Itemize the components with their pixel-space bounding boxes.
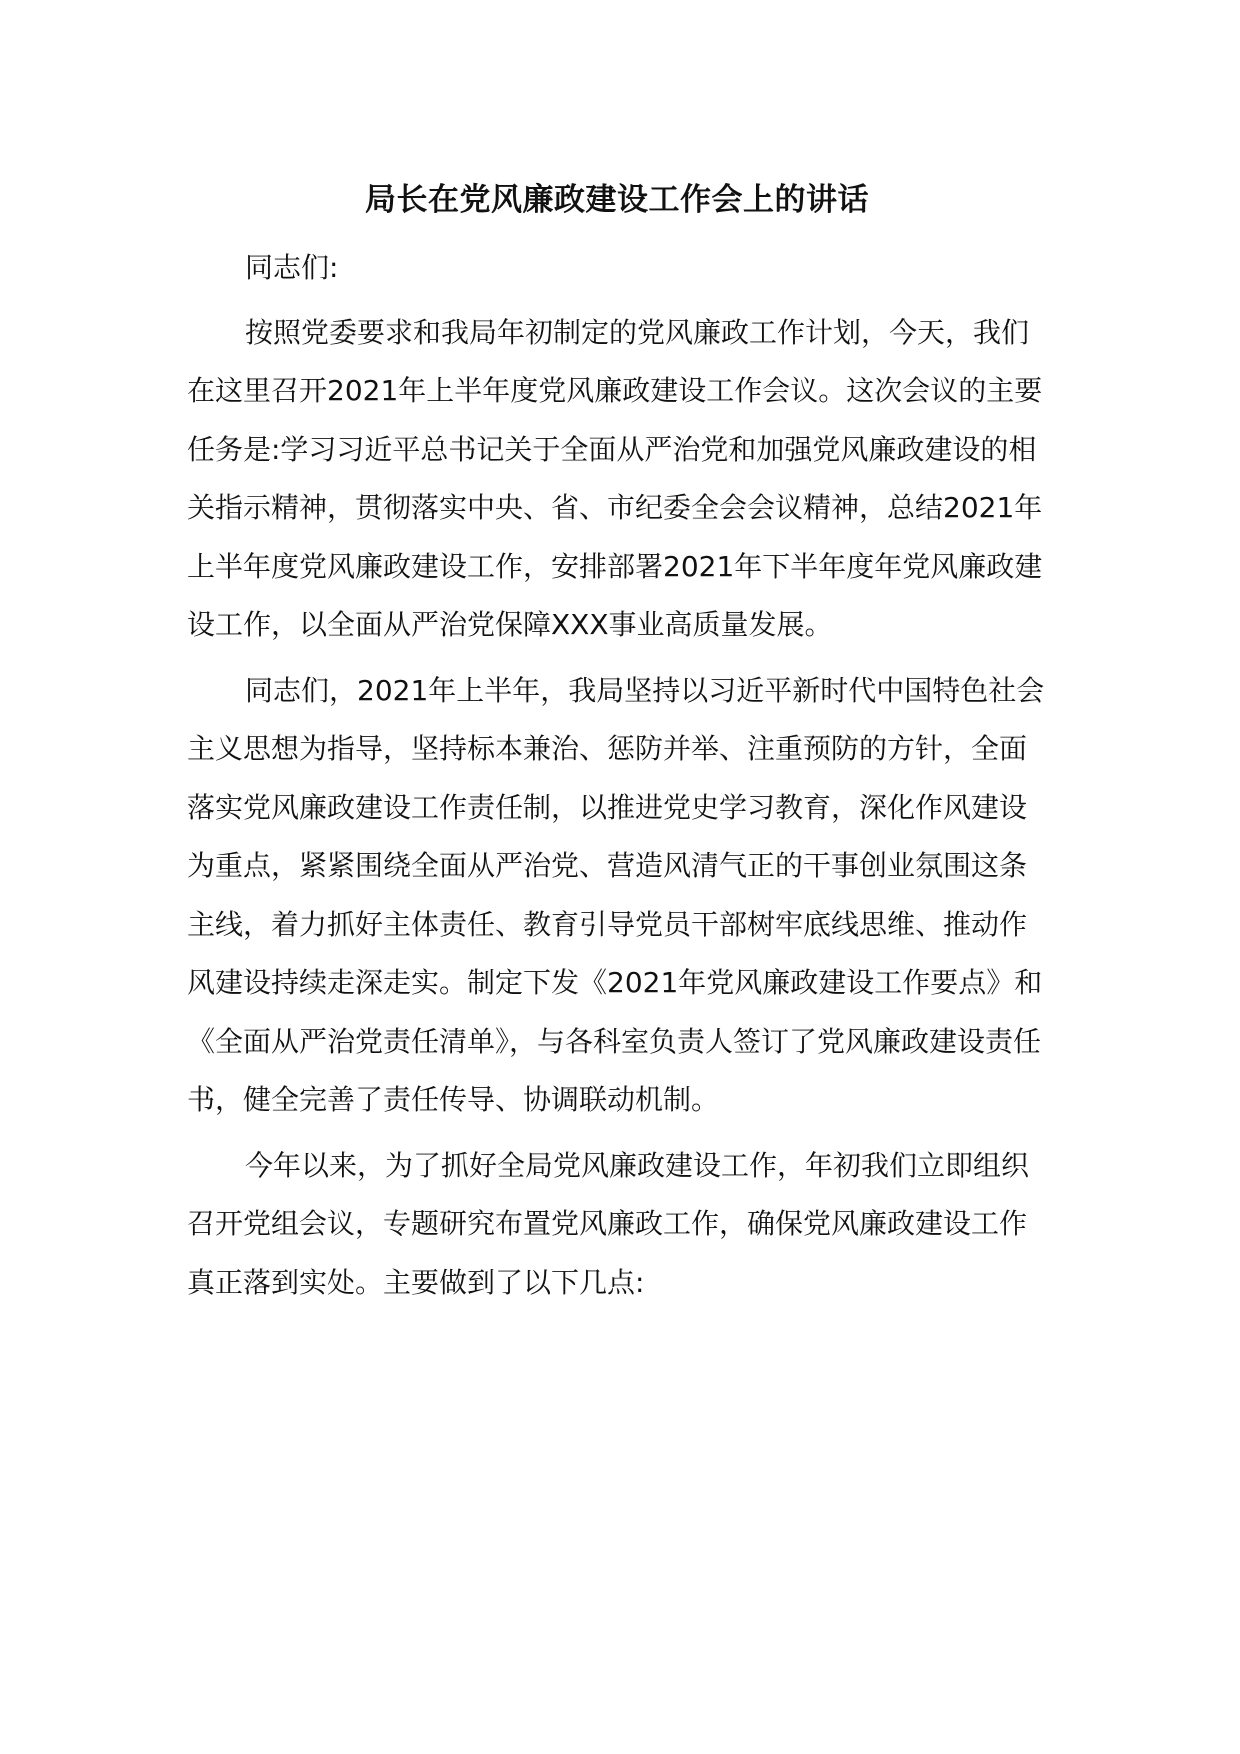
- paragraph-opening: 按照党委要求和我局年初制定的党风廉政工作计划，今天，我们在这里召开2021年上半年度党风廉政建设工作会议。这次会议的主要任务是:学习习近平总书记关于全面从严治党和加强党风廉政建设的相关指示精神，贯彻落实中央、省、市纪委全会会议精神，总结2021年上半年度党风廉政建设工作，安排部署2021年下半年度年党风廉政建设工作，以全面从严治党保障XXX事业高质量发展。: [187, 315, 1043, 641]
- document-body: [187, 175, 1047, 1312]
- paragraph-measures-intro: 今年以来，为了抓好全局党风廉政建设工作，年初我们立即组织召开党组会议，专题研究布置党风廉政工作，确保党风廉政建设工作真正落到实处。主要做到了以下几点:: [187, 1148, 1030, 1299]
- greeting: 同志们:: [245, 251, 339, 284]
- paragraph-work-summary: 同志们，2021年上半年，我局坚持以习近平新时代中国特色社会主义思想为指导，坚持标本兼治、惩防并举、注重预防的方针，全面落实党风廉政建设工作责任制，以推进党史学习教育，深化作风建设为重点，紧紧围绕全面从严治党、营造风清气正的干事创业氛围这条主线，着力抓好主体责任、教育引导党员干部树牢底线思维、推动作风建设持续走深走实。制定下发《2021年党风廉政建设工作要点》和《全面从严治党责任清单》，与各科室负责人签订了党风廉政建设责任书，健全完善了责任传导、协调联动机制。: [187, 673, 1045, 1116]
- document-title: 局长在党风廉政建设工作会上的讲话: [365, 182, 869, 218]
